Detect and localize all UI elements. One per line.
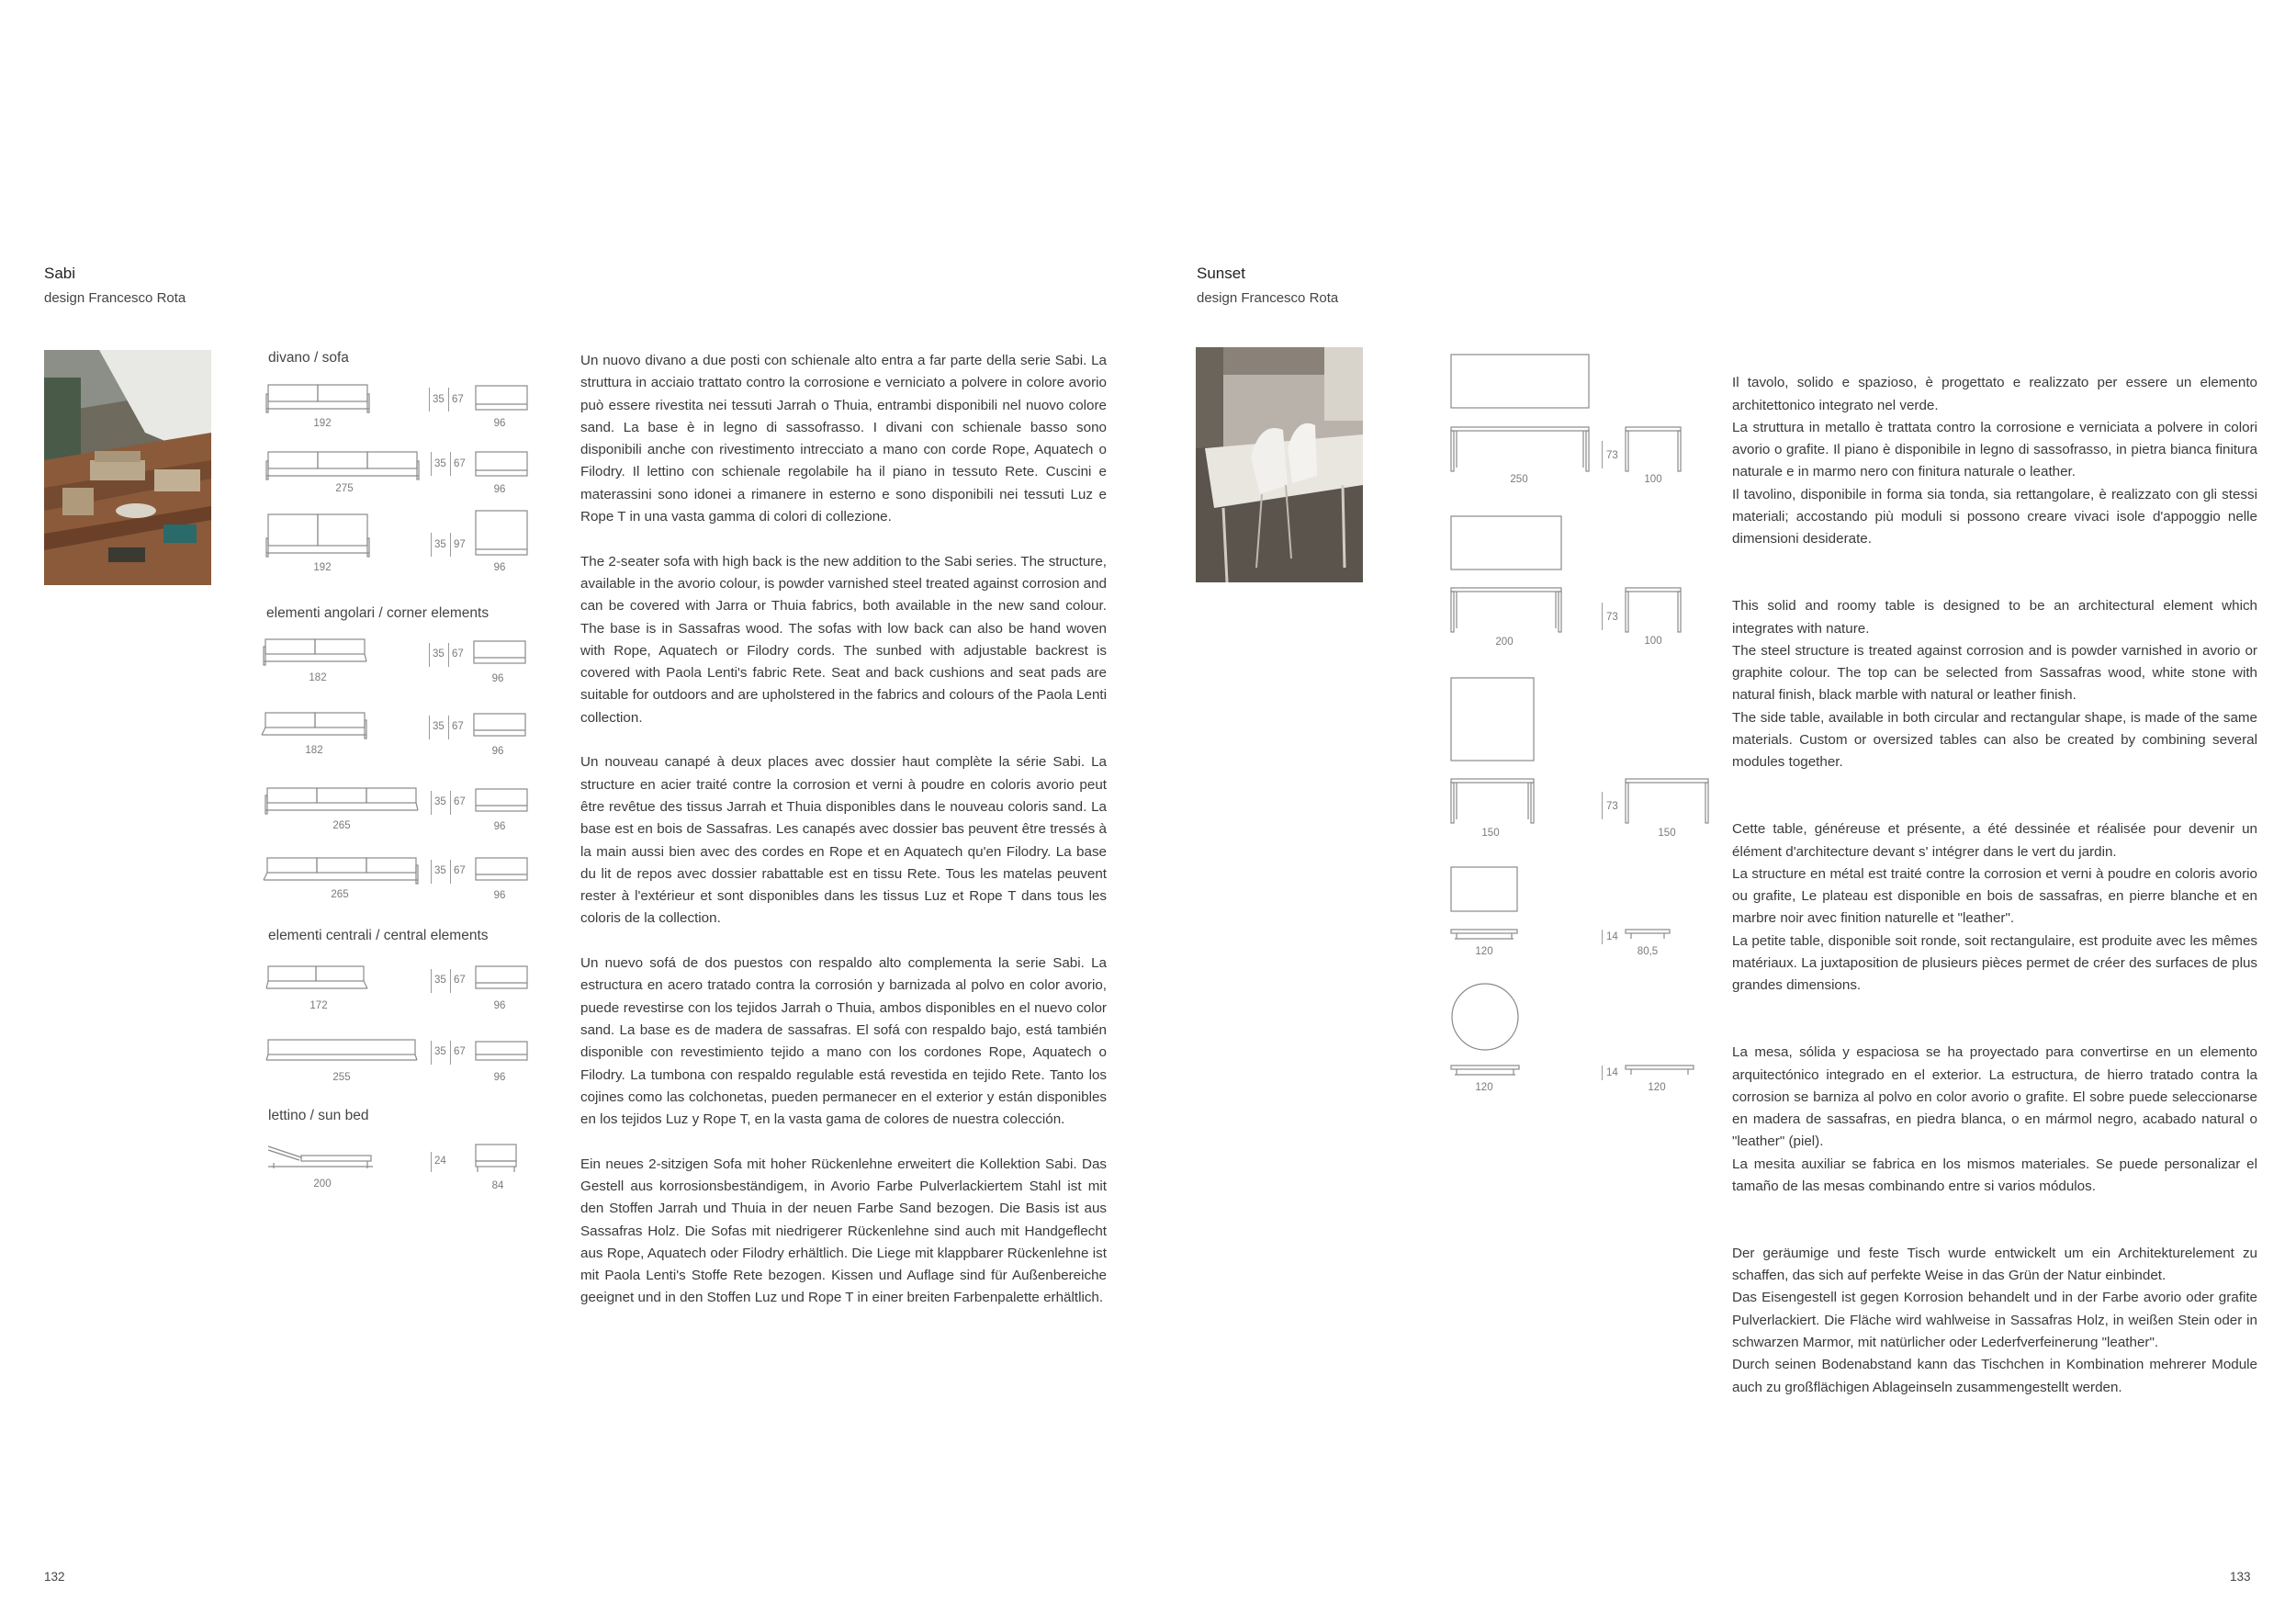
paragraph-italian: Un nuovo divano a due posti con schienale alto entra a far parte della serie Sabi. La struttura in acciaio trattato contro la corrosione e verniciato a polvere in colore avorio può essere rivestita nei tessuti Jarrah o Thuia, entrambi disponibili nel nuovo colore sand. La base è in legno di sassofrasso. I divani con schienale basso sono disponibili anche con rivestimento intrecciato a mano con corde Rope, Aquatech o Filodry. Il lettino con schienale regolabile ha il piano in tessuto Rete. Cuscini e materassini sono idonei a rimanere in esterno e sono disponibili nei tessuti Luz e Rope T in una vasta gamma di colori di collezione. xyxy=(580,353,1107,525)
dim-divider xyxy=(431,969,432,993)
page-title-sabi: Sabi xyxy=(44,265,76,282)
corner-265-right-front-drawing xyxy=(265,786,422,818)
central-172-side-drawing xyxy=(476,966,531,994)
dim-width: 120 xyxy=(1475,1082,1493,1093)
dim-seat-height: 35 xyxy=(434,865,446,876)
paragraph-french: Un nouveau canapé à deux places avec dossier haut complète la série Sabi. La structure en acier traité contre la corrosion et verni à poudre en coloris avorio peut être revêtue des tissus Jarrah et Thuia disponibles dans le nouveau coloris sand. La base est en bois de Sassafras. Les canapés avec dossier bas peuvent être tressés à la main aussi bien avec des cordes en Rope et en Aquatech qu'en Filodry. La base du lit de repos avec dossier rabattable est en tissu Rete. Tous les matelas peuvent rester à l'extérieur et sont disponibles dans les tissus Luz et Rope T dans tous les coloris de la collection. xyxy=(580,754,1107,927)
table-200-top-drawing xyxy=(1451,516,1565,573)
dim-back-height: 67 xyxy=(454,975,466,986)
corner-265-left-side-drawing xyxy=(476,858,531,885)
dim-divider xyxy=(431,452,432,476)
dim-divider xyxy=(450,969,451,993)
dim-divider xyxy=(450,533,451,557)
dim-width: 182 xyxy=(309,672,327,683)
category-corner-elements: elementi angolari / corner elements xyxy=(266,605,490,621)
page-number-right: 133 xyxy=(2230,1570,2251,1584)
dim-divider xyxy=(1602,930,1603,944)
sunbed-front-drawing xyxy=(268,1145,378,1170)
dim-seat-height: 35 xyxy=(434,458,446,469)
sofa-275-side-drawing xyxy=(476,452,531,481)
dim-depth: 84 xyxy=(491,1180,504,1191)
dim-width: 255 xyxy=(332,1072,351,1083)
corner-182-right-front-drawing xyxy=(264,637,374,669)
dim-width: 200 xyxy=(313,1179,332,1190)
page-title-sunset: Sunset xyxy=(1197,265,1245,282)
side-table-round-top-drawing xyxy=(1451,983,1521,1053)
dim-width: 150 xyxy=(1481,828,1500,839)
paragraph-italian: Il tavolo, solido e spazioso, è progettato e realizzato per essere un elemento architettonico integrato nel verde. La struttura in metallo è trattata contro la corrosione e verniciata a polvere in colori avorio o grafite. Il piano è disponibile in legno di sassofrasso, in pietra bianca finitura naturale e in marmo nero con finitura naturale o leather. Il tavolino, disponibile in forma sia tonda, sia rettangolare, è realizzato con gli stessi materiali; accostando più moduli si possono creare vivaci isole d'appoggio nelle dimensioni desiderate. xyxy=(1732,375,2257,547)
dim-width: 265 xyxy=(332,820,351,831)
dim-width: 192 xyxy=(313,418,332,429)
dim-divider xyxy=(1602,441,1603,468)
dim-divider xyxy=(450,860,451,884)
side-table-rect-front-drawing xyxy=(1451,930,1519,942)
dim-seat-height: 35 xyxy=(434,975,446,986)
dim-back-height: 67 xyxy=(452,394,464,405)
dim-depth: 96 xyxy=(493,418,506,429)
dim-height: 14 xyxy=(1606,931,1618,942)
dim-divider xyxy=(429,643,430,667)
dim-height: 73 xyxy=(1606,450,1618,461)
dim-depth: 96 xyxy=(493,890,506,901)
dim-height: 14 xyxy=(1606,1067,1618,1078)
table-250-top-drawing xyxy=(1451,355,1591,412)
corner-265-left-front-drawing xyxy=(264,856,420,887)
dim-divider xyxy=(431,1152,432,1172)
dim-back-height: 67 xyxy=(454,796,466,807)
sofa-192-highback-front-drawing xyxy=(266,513,377,560)
paragraph-german: Ein neues 2-sitzigen Sofa mit hoher Rückenlehne erweitert die Kollektion Sabi. Das Gestell aus korrosionsbeständigem, in Avorio Farbe Pulverlackiertem Stahl ist mit den Stoffen Jarrah und Thuia in der neuen Farbe Sand bezogen. Die Basis ist aus Sassafras Holz. Die Sofas mit niedrigerer Rückenlehne sind auch mit Handgeflecht aus Rope, Aquatech oder Filodry erhältlich. Die Liege mit klappbarer Rückenlehne ist mit Paola Lenti's Stoffe Rete bezogen. Kissen und Auflage sind für Außenbereiche geeignet und in den Stoffen Luz und Rope T in einer breiten Farbenpalette erhältlich. xyxy=(580,1156,1107,1306)
dim-width: 250 xyxy=(1510,474,1528,485)
category-sun-bed: lettino / sun bed xyxy=(268,1108,369,1123)
paragraph-english: The 2-seater sofa with high back is the new addition to the Sabi series. The structure, available in the avorio colour, is powder varnished steel treated against corrosion and can be covered with Jarra or Thuia fabrics, both available in the new sand colour. The base is in Sassafras wood. The sofas with low back can also be hand woven with Rope, Aquatech or Filodry cords. The sunbed with adjustable backrest is covered with Paola Lenti's fabric Rete. Seat and back cushions and seat pads are suitable for outdoors and are upholstered in the fabrics and colours of the Paola Lenti collection. xyxy=(580,553,1107,726)
corner-182-left-front-drawing xyxy=(262,711,372,742)
dim-seat-height: 35 xyxy=(433,394,445,405)
paragraph-german: Der geräumige und feste Tisch wurde entwickelt um ein Architekturelement zu schaffen, das sich auf perfekte Weise in das Grün der Natur einbindet. Das Eisengestell ist gegen Korrosion behandelt und in der Farbe avorio oder grafite Pulverlackiert. Die Fläche wird wahlweise in Sassafras Holz, in weißen Stein oder in schwarzen Marmor, mit natürlicher oder Lederfverfeinerung "leather". Durch seinen Bodenabstand kann das Tischchen in Kombination mehrerer Module auch zu großflächigen Ablageinseln zusammengestellt werden. xyxy=(1732,1245,2257,1395)
paragraph-spanish: La mesa, sólida y espaciosa se ha proyectado para convertirse en un elemento arquitectónico integrado en el exterior. La estructura, de hierro tratado contra la corrosion se barniza al polvo en color avorio o grafite. El sobre puede seleccionarse en madera de sassafras, en piedra blanca, o en mármol negro, acabado natural o "leather" (piel). La mesita auxiliar se fabrica en los mismos materiales. Se puede personalizar el tamaño de las mesas combinando entre si varios módulos. xyxy=(1732,1044,2257,1194)
dim-divider xyxy=(1602,603,1603,630)
dim-seat-height: 35 xyxy=(434,1046,446,1057)
dim-width: 200 xyxy=(1495,637,1514,648)
table-150-front-drawing xyxy=(1451,779,1536,827)
dim-back-height: 67 xyxy=(454,1046,466,1057)
dim-width: 275 xyxy=(335,483,354,494)
dim-depth: 100 xyxy=(1644,474,1662,485)
central-255-side-drawing xyxy=(476,1042,531,1066)
dim-back-height: 67 xyxy=(454,865,466,876)
dim-back-height: 67 xyxy=(452,648,464,660)
dim-divider xyxy=(1602,1066,1603,1080)
table-200-front-drawing xyxy=(1451,588,1565,636)
corner-182-right-side-drawing xyxy=(474,641,529,669)
central-255-front-drawing xyxy=(266,1038,422,1066)
dim-divider xyxy=(429,388,430,412)
dim-height: 73 xyxy=(1606,801,1618,812)
sunset-description xyxy=(1732,350,2257,1444)
sofa-192-highback-side-drawing xyxy=(476,511,531,560)
dim-seat-height: 35 xyxy=(433,721,445,732)
table-250-side-drawing xyxy=(1626,427,1683,475)
dim-seat-height: 35 xyxy=(434,796,446,807)
table-150-side-drawing xyxy=(1626,779,1710,827)
dim-back-height: 67 xyxy=(454,458,466,469)
paragraph-spanish: Un nuevo sofá de dos puestos con respaldo alto complementa la serie Sabi. La estructura en acero tratado contra la corrosión y barnizada al polvo en color avorio, puede revestirse con los tejidos Jarrah o Thuia, ambos disponibles en el nuevo color sand. La base es de madera de sassafras. El sofá con respaldo bajo, está también disponible con revestimiento tejido a mano con los cordones Rope, Aquatech o Filodry. La tumbona con respaldo regulable está revestida en tejido Rete. Tanto los cojines como las colchonetas, pueden permanecer en el exterior y están disponibles en los tejidos Luz y Rope T, en la vasta gama de colores de nuestra colección. xyxy=(580,955,1107,1128)
dim-seat-height: 35 xyxy=(433,648,445,660)
table-200-side-drawing xyxy=(1626,588,1683,636)
category-central-elements: elementi centrali / central elements xyxy=(268,928,489,943)
corner-265-right-side-drawing xyxy=(476,789,531,817)
dim-width: 182 xyxy=(305,745,323,756)
sunset-photo xyxy=(1196,347,1363,582)
dim-divider xyxy=(450,452,451,476)
side-table-rect-top-drawing xyxy=(1451,867,1519,915)
corner-182-left-side-drawing xyxy=(474,714,529,741)
designer-credit-sunset: design Francesco Rota xyxy=(1197,290,1339,306)
side-table-round-side-drawing xyxy=(1626,1066,1695,1078)
dim-divider xyxy=(448,716,449,739)
dim-back-height: 97 xyxy=(454,539,466,550)
sabi-photo xyxy=(44,350,211,585)
category-sofa: divano / sofa xyxy=(268,350,349,366)
designer-credit-sabi: design Francesco Rota xyxy=(44,290,186,306)
dim-height: 24 xyxy=(434,1156,446,1167)
sofa-275-front-drawing xyxy=(266,450,422,483)
dim-width: 120 xyxy=(1475,946,1493,957)
side-table-rect-side-drawing xyxy=(1626,930,1671,942)
dim-divider xyxy=(431,533,432,557)
sabi-description xyxy=(580,350,1107,1332)
dim-depth: 96 xyxy=(493,1000,506,1011)
dim-divider xyxy=(431,1041,432,1065)
table-250-front-drawing xyxy=(1451,427,1591,475)
dim-depth: 120 xyxy=(1648,1082,1666,1093)
dim-width: 172 xyxy=(310,1000,328,1011)
paragraph-english: This solid and roomy table is designed to be an architectural element which integrates with nature. The steel structure is treated against corrosion and is powder varnished in avorio or graphite colour. The top can be selected from Sassafras wood, white stone with natural finish, black marble with natural or leather finish. The side table, available in both circular and rectangular shape, is made of the same materials. Custom or oversized tables can also be created by combining several modules together. xyxy=(1732,598,2257,771)
page-number-left: 132 xyxy=(44,1570,65,1584)
dim-depth: 96 xyxy=(491,746,504,757)
dim-back-height: 67 xyxy=(452,721,464,732)
dim-depth: 96 xyxy=(493,484,506,495)
side-table-round-front-drawing xyxy=(1451,1066,1521,1078)
table-150-top-drawing xyxy=(1451,678,1536,762)
dim-depth: 150 xyxy=(1658,828,1676,839)
sofa-192-side-drawing xyxy=(476,386,531,415)
dim-divider xyxy=(429,716,430,739)
dim-height: 73 xyxy=(1606,612,1618,623)
dim-seat-height: 35 xyxy=(434,539,446,550)
dim-divider xyxy=(450,1041,451,1065)
dim-width: 265 xyxy=(331,889,349,900)
central-172-front-drawing xyxy=(266,964,377,996)
dim-divider xyxy=(1602,792,1603,819)
dim-depth: 96 xyxy=(493,562,506,573)
dim-depth: 80,5 xyxy=(1637,946,1659,957)
sunbed-side-drawing xyxy=(476,1145,522,1174)
dim-divider xyxy=(448,643,449,667)
sofa-192-front-drawing xyxy=(266,383,377,416)
dim-depth: 96 xyxy=(493,821,506,832)
dim-width: 192 xyxy=(313,562,332,573)
dim-depth: 100 xyxy=(1644,636,1662,647)
dim-divider xyxy=(450,791,451,815)
dim-divider xyxy=(431,860,432,884)
dim-depth: 96 xyxy=(493,1072,506,1083)
paragraph-french: Cette table, généreuse et présente, a été dessinée et réalisée pour devenir un élément d'architecture devant s' intégrer dans le vert du jardin. La structure en métal est traité contre la corrosion et verni à poudre en coloris avorio ou grafite, Le plateau est disponible en bois de sassafras, en pierre blanche et en marbre noir avec finition naturelle et "leather". La petite table, disponible soit ronde, soit rectangulaire, est produite avec les mêmes matériaux. La juxtaposition de plusieurs pièces permet de créer des surfaces de plus grandes dimensions. xyxy=(1732,821,2257,994)
dim-depth: 96 xyxy=(491,673,504,684)
dim-divider xyxy=(431,791,432,815)
dim-divider xyxy=(448,388,449,412)
